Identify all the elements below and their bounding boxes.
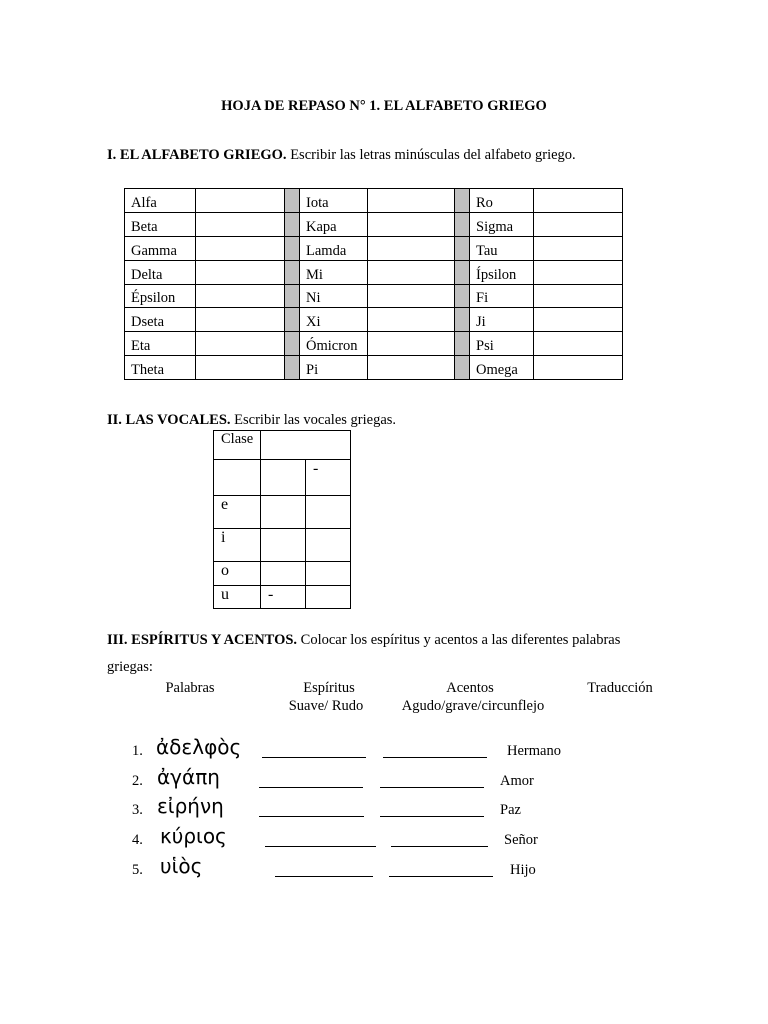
- letter-answer-blank[interactable]: [196, 308, 285, 332]
- col-header-traduccion: Traducción: [587, 680, 653, 696]
- greek-word: υἱὸς: [160, 854, 203, 878]
- spirit-answer-line[interactable]: [262, 757, 366, 758]
- vowel-cell[interactable]: [306, 496, 351, 529]
- greek-word: κύριος: [160, 824, 227, 848]
- letter-answer-blank[interactable]: [368, 236, 455, 260]
- vowel-label-o: o: [214, 562, 261, 586]
- accent-answer-line[interactable]: [389, 876, 493, 877]
- section-3-instruction: Colocar los espíritus y acentos a las diferentes palabras: [297, 632, 621, 648]
- alphabet-row: [125, 260, 623, 284]
- letter-name: Gamma: [125, 236, 196, 260]
- letter-answer-blank[interactable]: [368, 308, 455, 332]
- col-header-espiritus: Espíritus: [303, 680, 355, 696]
- letter-name: Kapa: [300, 212, 368, 236]
- accent-answer-line[interactable]: [380, 787, 484, 788]
- letter-name: Lamda: [300, 236, 368, 260]
- letter-answer-blank[interactable]: [534, 236, 623, 260]
- column-separator: [285, 332, 300, 356]
- section-1-title: I. EL ALFABETO GRIEGO.: [107, 147, 287, 163]
- spirit-answer-line[interactable]: [259, 787, 363, 788]
- column-separator: [455, 212, 470, 236]
- vowel-label-e: e: [214, 496, 261, 529]
- word-number: 4.: [132, 832, 143, 848]
- vowel-short-cell[interactable]: [261, 460, 306, 496]
- letter-answer-blank[interactable]: [368, 332, 455, 356]
- letter-answer-blank[interactable]: [368, 212, 455, 236]
- word-number: 1.: [132, 743, 143, 759]
- letter-answer-blank[interactable]: [534, 308, 623, 332]
- column-separator: [455, 332, 470, 356]
- word-number: 2.: [132, 773, 143, 789]
- letter-name: Delta: [125, 260, 196, 284]
- letter-answer-blank[interactable]: [196, 236, 285, 260]
- letter-name: Ómicron: [300, 332, 368, 356]
- letter-name: Pi: [300, 356, 368, 380]
- greek-word: εἰρήνη: [157, 794, 224, 818]
- vowels-table: [213, 430, 351, 609]
- letter-name: Ro: [470, 189, 534, 213]
- letter-name: Mi: [300, 260, 368, 284]
- section-2-heading: [107, 412, 396, 429]
- macron-mark: -: [261, 586, 306, 609]
- translation: Amor: [500, 773, 534, 789]
- letter-name: Beta: [125, 212, 196, 236]
- letter-answer-blank[interactable]: [534, 332, 623, 356]
- letter-name: Theta: [125, 356, 196, 380]
- letter-answer-blank[interactable]: [196, 260, 285, 284]
- column-separator: [455, 260, 470, 284]
- alphabet-row: [125, 332, 623, 356]
- letter-name: Fi: [470, 284, 534, 308]
- alphabet-row: [125, 212, 623, 236]
- column-separator: [455, 284, 470, 308]
- letter-answer-blank[interactable]: [534, 284, 623, 308]
- letter-answer-blank[interactable]: [368, 356, 455, 380]
- vowel-cell[interactable]: [306, 529, 351, 562]
- alphabet-row: [125, 356, 623, 380]
- letter-name: Épsilon: [125, 284, 196, 308]
- letter-answer-blank[interactable]: [368, 284, 455, 308]
- greek-word: ἀδελφὸς: [156, 735, 242, 759]
- vowel-blank-a[interactable]: [214, 460, 261, 496]
- alphabet-row: [125, 284, 623, 308]
- section-3-instruction-cont: griegas:: [107, 659, 153, 675]
- letter-name: Omega: [470, 356, 534, 380]
- letter-name: Ípsilon: [470, 260, 534, 284]
- vowels-header-blank[interactable]: [261, 431, 351, 460]
- column-separator: [285, 308, 300, 332]
- letter-answer-blank[interactable]: [196, 332, 285, 356]
- col-header-acentos-sub: Agudo/grave/circunflejo: [401, 698, 545, 714]
- word-number: 5.: [132, 862, 143, 878]
- vowel-cell[interactable]: [261, 529, 306, 562]
- letter-answer-blank[interactable]: [534, 260, 623, 284]
- col-header-acentos: Acentos: [446, 680, 494, 696]
- letter-answer-blank[interactable]: [368, 189, 455, 213]
- alphabet-row: [125, 236, 623, 260]
- column-separator: [285, 356, 300, 380]
- column-separator: [455, 308, 470, 332]
- column-separator: [285, 236, 300, 260]
- translation: Hermano: [507, 743, 561, 759]
- section-3-heading: [107, 632, 620, 649]
- vowel-label-u: u: [214, 586, 261, 609]
- letter-answer-blank[interactable]: [534, 356, 623, 380]
- column-separator: [285, 189, 300, 213]
- alphabet-row: [125, 189, 623, 213]
- letter-answer-blank[interactable]: [196, 284, 285, 308]
- letter-answer-blank[interactable]: [534, 212, 623, 236]
- translation: Señor: [504, 832, 538, 848]
- vowels-header-cell: Clase: [214, 431, 261, 460]
- vowel-label-i: i: [214, 529, 261, 562]
- column-separator: [285, 260, 300, 284]
- accent-answer-line[interactable]: [391, 846, 488, 847]
- vowel-cell[interactable]: [306, 586, 351, 609]
- vowel-cell[interactable]: [261, 562, 306, 586]
- vowel-cell[interactable]: [261, 496, 306, 529]
- letter-answer-blank[interactable]: [368, 260, 455, 284]
- letter-name: Psi: [470, 332, 534, 356]
- letter-name: Tau: [470, 236, 534, 260]
- spirit-answer-line[interactable]: [259, 816, 364, 817]
- letter-name: Alfa: [125, 189, 196, 213]
- letter-name: Iota: [300, 189, 368, 213]
- macron-mark: -: [306, 460, 351, 496]
- letter-name: Eta: [125, 332, 196, 356]
- letter-name: Ni: [300, 284, 368, 308]
- column-separator: [455, 356, 470, 380]
- greek-word: ἀγάπη: [157, 765, 220, 789]
- letter-answer-blank[interactable]: [196, 356, 285, 380]
- letter-answer-blank[interactable]: [534, 189, 623, 213]
- accent-answer-line[interactable]: [380, 816, 484, 817]
- section-1-instruction: Escribir las letras minúsculas del alfabeto griego.: [286, 147, 576, 163]
- col-header-palabras: Palabras: [165, 680, 215, 696]
- section-2-title: II. LAS VOCALES.: [107, 412, 231, 428]
- alphabet-row: [125, 308, 623, 332]
- column-separator: [285, 284, 300, 308]
- column-separator: [455, 236, 470, 260]
- letter-name: Ji: [470, 308, 534, 332]
- word-number: 3.: [132, 802, 143, 818]
- vowel-cell[interactable]: [306, 562, 351, 586]
- alphabet-table: [124, 188, 623, 380]
- accent-answer-line[interactable]: [383, 757, 487, 758]
- translation: Hijo: [510, 862, 536, 878]
- column-separator: [455, 189, 470, 213]
- letter-name: Xi: [300, 308, 368, 332]
- section-2-instruction: Escribir las vocales griegas.: [230, 412, 397, 428]
- page-title: HOJA DE REPASO N° 1. EL ALFABETO GRIEGO: [221, 98, 547, 114]
- col-header-espiritus-sub: Suave/ Rudo: [288, 698, 364, 714]
- translation: Paz: [500, 802, 521, 818]
- letter-name: Dseta: [125, 308, 196, 332]
- letter-answer-blank[interactable]: [196, 189, 285, 213]
- letter-answer-blank[interactable]: [196, 212, 285, 236]
- section-1-heading: [107, 147, 576, 164]
- column-separator: [285, 212, 300, 236]
- spirit-answer-line[interactable]: [275, 876, 373, 877]
- section-3-title: III. ESPÍRITUS Y ACENTOS.: [107, 632, 298, 648]
- spirit-answer-line[interactable]: [265, 846, 376, 847]
- letter-name: Sigma: [470, 212, 534, 236]
